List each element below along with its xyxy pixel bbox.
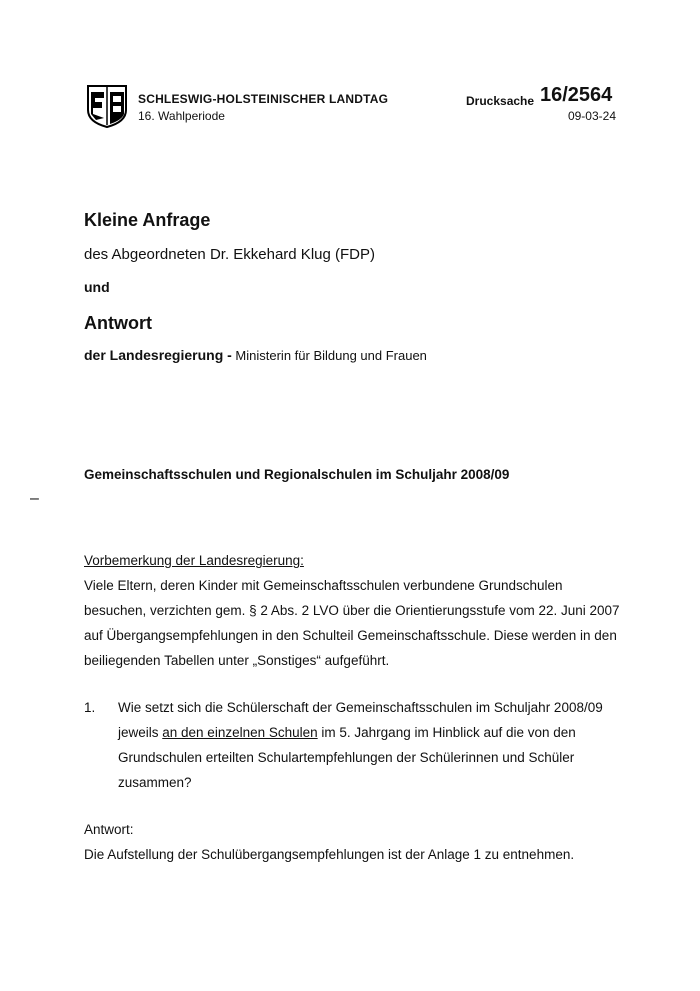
answer-label: Antwort: — [84, 822, 134, 837]
und-label: und — [84, 279, 110, 295]
question-text — [118, 695, 624, 795]
kleine-anfrage-heading: Kleine Anfrage — [84, 210, 211, 230]
landesregierung-label: der Landesregierung - — [84, 347, 232, 363]
question-text-after: im 5. Jahrgang im Hinblick auf die von den Grundschulen erteilten Schulartempfehlungen der Schülerinnen und Schüler zusammen? — [118, 725, 576, 790]
subject-line: Gemeinschaftsschulen und Regionalschulen im Schuljahr 2008/09 — [84, 467, 510, 482]
responder-line — [84, 347, 427, 363]
answer-1 — [84, 817, 644, 867]
drucksache-number: 16/2564 — [540, 84, 613, 106]
separator-dash: – — [30, 490, 39, 507]
author-line: des Abgeordneten Dr. Ekkehard Klug (FDP) — [84, 246, 375, 263]
question-number: 1. — [84, 700, 96, 715]
drucksache-label: Drucksache — [466, 94, 535, 108]
vorbemerkung-heading: Vorbemerkung der Landesregierung: — [84, 553, 304, 568]
vorbemerkung-section — [84, 548, 624, 673]
parliament-name: SCHLESWIG-HOLSTEINISCHER LANDTAG — [138, 92, 389, 106]
ministerin-label: Ministerin für Bildung und Frauen — [231, 348, 427, 363]
wahlperiode: 16. Wahlperiode — [138, 109, 225, 123]
question-1 — [84, 695, 624, 795]
coat-of-arms-icon — [86, 84, 128, 128]
vorbemerkung-text: Viele Eltern, deren Kinder mit Gemeinschaftsschulen verbundene Grundschulen besuchen, verzichten gem. § 2 Abs. 2 LVO über die Orientierungsstufe vom 22. Juni 2007 auf Übergangsempfehlungen in den Schulteil Gemeinschaftsschule. Diese werden in den beiliegenden Tabellen unter „Sonstiges“ aufgeführt. — [84, 578, 620, 668]
answer-text: Die Aufstellung der Schulübergangsempfehlungen ist der Anlage 1 zu entnehmen. — [84, 847, 575, 862]
question-text-before: Wie setzt sich die Schülerschaft der Gemeinschaftsschulen im Schuljahr 2008/09 jeweils — [118, 700, 603, 740]
antwort-heading: Antwort — [84, 313, 152, 333]
question-text-underlined: an den einzelnen Schulen — [162, 725, 318, 740]
document-date: 09-03-24 — [567, 109, 616, 123]
